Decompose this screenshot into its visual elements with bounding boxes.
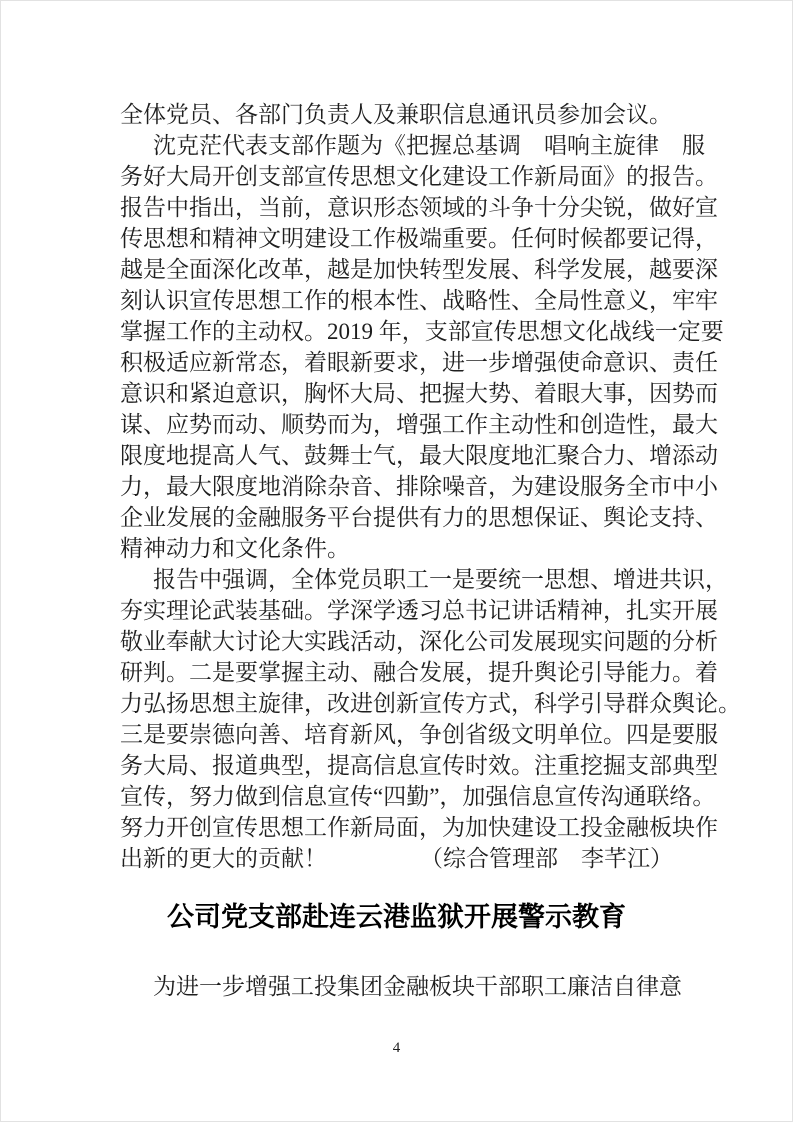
body-line: 务大局、报道典型，提高信息宣传时效。注重挖掘支部典型 (120, 753, 718, 778)
closing-text: 出新的更大的贡献！ (120, 846, 327, 871)
body-line: 意识和紧迫意识，胸怀大局、把握大势、着眼大事，因势而 (120, 381, 718, 406)
body-line: 企业发展的金融服务平台提供有力的思想保证、舆论支持、 (120, 505, 718, 530)
body-line: 努力开创宣传思想工作新局面，为加快建设工投金融板块作 (120, 815, 718, 840)
body-line: 力弘扬思想主旋律，改进创新宣传方式，科学引导群众舆论。 (120, 691, 741, 716)
attribution: （综合管理部 李芊江） (420, 846, 673, 871)
body-line: 敬业奉献大讨论大实践活动，深化公司发展现实问题的分析 (120, 629, 718, 654)
body-line: 谋、应势而动、顺势而为，增强工作主动性和创造性，最大 (120, 412, 718, 437)
article1-body (120, 99, 741, 874)
body-line: 夯实理论武装基础。学深学透习总书记讲话精神，扎实开展 (120, 598, 718, 623)
body-line: 为进一步增强工投集团金融板块干部职工廉洁自律意 (153, 974, 682, 999)
article2-body (120, 971, 682, 1002)
body-line: 务好大局开创支部宣传思想文化建设工作新局面》的报告。 (120, 164, 718, 189)
body-line: 刻认识宣传思想工作的根本性、战略性、全局性意义，牢牢 (120, 288, 718, 313)
body-line: 研判。二是要掌握主动、融合发展，提升舆论引导能力。着 (120, 660, 718, 685)
body-line: 全体党员、各部门负责人及兼职信息通讯员参加会议。 (120, 102, 672, 127)
body-line: 越是全面深化改革，越是加快转型发展、科学发展，越要深 (120, 257, 718, 282)
body-line: 传思想和精神文明建设工作极端重要。任何时候都要记得， (120, 226, 718, 251)
body-line: 积极适应新常态，着眼新要求，进一步增强使命意识、责任 (120, 350, 718, 375)
closing-line (120, 843, 673, 874)
body-line: 掌握工作的主动权。2019 年，支部宣传思想文化战线一定要 (120, 319, 724, 344)
body-line: 力，最大限度地消除杂音、排除噪音，为建设服务全市中小 (120, 474, 718, 499)
body-line: 限度地提高人气、鼓舞士气，最大限度地汇聚合力、增添动 (120, 443, 718, 468)
body-line: 沈克茫代表支部作题为《把握总基调 唱响主旋律 服 (153, 133, 705, 158)
article2-title: 公司党支部赴连云港监狱开展警示教育 (167, 902, 626, 932)
page-number: 4 (392, 1040, 401, 1056)
body-line: 宣传，努力做到信息宣传“四勤”，加强信息宣传沟通联络。 (120, 784, 716, 809)
body-line: 报告中强调，全体党员职工一是要统一思想、增进共识， (153, 567, 728, 592)
body-line: 精神动力和文化条件。 (120, 536, 350, 561)
body-line: 报告中指出，当前，意识形态领域的斗争十分尖锐，做好宣 (120, 195, 718, 220)
body-line: 三是要崇德向善、培育新风，争创省级文明单位。四是要服 (120, 722, 718, 747)
